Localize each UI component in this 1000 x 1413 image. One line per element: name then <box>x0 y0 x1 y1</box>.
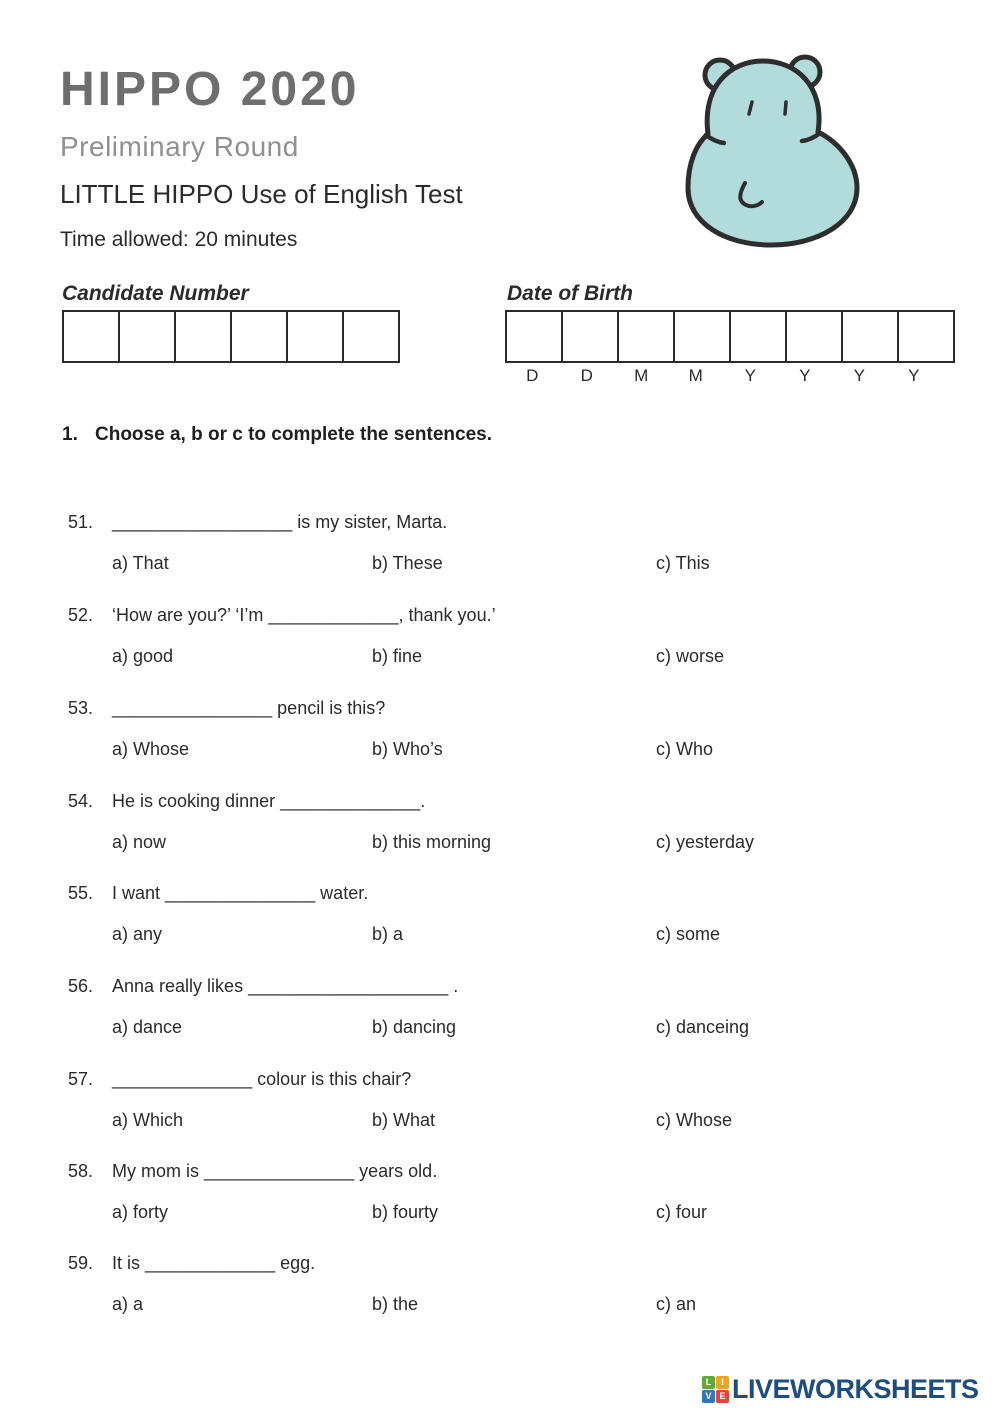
option-a[interactable]: a) Which <box>112 1110 184 1130</box>
question-row-52 <box>0 605 1000 675</box>
option-a[interactable]: a) any <box>112 924 163 944</box>
dob-letter: D <box>580 366 593 385</box>
dob-cell[interactable] <box>561 310 619 363</box>
question-number: 51. <box>68 512 94 532</box>
question-number: 57. <box>68 1069 94 1089</box>
option-c[interactable]: c) Who <box>656 739 714 759</box>
liveworksheets-logo-icon <box>702 1376 729 1403</box>
dob-letter: M <box>634 366 649 385</box>
test-name: LITTLE HIPPO Use of English Test <box>60 179 463 209</box>
dob-letter: M <box>688 366 703 385</box>
option-c[interactable]: c) four <box>656 1202 708 1222</box>
question-row-58 <box>0 1161 1000 1231</box>
option-a[interactable]: a) now <box>112 832 167 852</box>
dob-letter: Y <box>744 366 756 385</box>
dob-letter: Y <box>799 366 811 385</box>
question-text: My mom is _______________ years old. <box>112 1161 438 1181</box>
candidate-cell[interactable] <box>286 310 344 363</box>
question-row-57 <box>0 1069 1000 1139</box>
option-b[interactable]: b) a <box>372 924 404 944</box>
question-number: 58. <box>68 1161 94 1181</box>
section-instruction: Choose a, b or c to complete the sentences. <box>95 424 492 445</box>
question-row-54 <box>0 791 1000 861</box>
question-number: 52. <box>68 605 94 625</box>
question-text: Anna really likes ____________________ . <box>112 976 459 996</box>
logo-tile-i: I <box>716 1376 729 1389</box>
option-a[interactable]: a) forty <box>112 1202 169 1222</box>
dob-letter: Y <box>908 366 920 385</box>
logo-tile-e: E <box>716 1390 729 1403</box>
option-c[interactable]: c) This <box>656 553 710 573</box>
date-of-birth-boxes <box>505 310 955 363</box>
option-a[interactable]: a) That <box>112 553 169 573</box>
candidate-cell[interactable] <box>342 310 400 363</box>
candidate-number-boxes <box>62 310 400 363</box>
dob-cell[interactable] <box>841 310 899 363</box>
option-c[interactable]: c) an <box>656 1294 697 1314</box>
question-text: __________________ is my sister, Marta. <box>112 512 448 532</box>
section-number: 1. <box>62 424 78 445</box>
brand-name: LIVEWORKSHEETS <box>732 1374 979 1404</box>
dob-cell[interactable] <box>673 310 731 363</box>
dob-cell[interactable] <box>729 310 787 363</box>
option-c[interactable]: c) Whose <box>656 1110 733 1130</box>
candidate-number-label: Candidate Number <box>62 282 249 305</box>
question-text: He is cooking dinner ______________. <box>112 791 426 811</box>
dob-cell[interactable] <box>617 310 675 363</box>
logo-tile-v: V <box>702 1390 715 1403</box>
time-allowed: Time allowed: 20 minutes <box>60 228 298 251</box>
dob-cell[interactable] <box>785 310 843 363</box>
question-text: I want _______________ water. <box>112 883 369 903</box>
candidate-cell[interactable] <box>230 310 288 363</box>
option-a[interactable]: a) good <box>112 646 174 666</box>
question-row-55 <box>0 883 1000 953</box>
liveworksheets-footer[interactable] <box>702 1374 979 1405</box>
question-number: 53. <box>68 698 94 718</box>
option-b[interactable]: b) fine <box>372 646 423 666</box>
option-a[interactable]: a) Whose <box>112 739 190 759</box>
dob-cell[interactable] <box>505 310 563 363</box>
candidate-cell[interactable] <box>118 310 176 363</box>
question-text: It is _____________ egg. <box>112 1253 316 1273</box>
dob-letter: D <box>526 366 539 385</box>
question-number: 59. <box>68 1253 94 1273</box>
question-number: 56. <box>68 976 94 996</box>
option-b[interactable]: b) fourty <box>372 1202 439 1222</box>
page-subtitle: Preliminary Round <box>60 131 299 162</box>
logo-tile-l: L <box>702 1376 715 1389</box>
option-b[interactable]: b) What <box>372 1110 436 1130</box>
option-c[interactable]: c) yesterday <box>656 832 755 852</box>
option-c[interactable]: c) some <box>656 924 721 944</box>
option-c[interactable]: c) worse <box>656 646 725 666</box>
option-c[interactable]: c) danceing <box>656 1017 750 1037</box>
option-a[interactable]: a) a <box>112 1294 144 1314</box>
question-row-53 <box>0 698 1000 768</box>
dob-letter: Y <box>853 366 865 385</box>
question-text: ________________ pencil is this? <box>112 698 386 718</box>
question-number: 55. <box>68 883 94 903</box>
option-b[interactable]: b) this morning <box>372 832 492 852</box>
question-number: 54. <box>68 791 94 811</box>
question-text: ______________ colour is this chair? <box>112 1069 412 1089</box>
candidate-cell[interactable] <box>174 310 232 363</box>
question-row-51 <box>0 512 1000 582</box>
date-of-birth-label: Date of Birth <box>507 282 633 305</box>
hippo-mascot-icon <box>668 48 878 248</box>
option-b[interactable]: b) These <box>372 553 443 573</box>
dob-cell[interactable] <box>897 310 955 363</box>
question-row-56 <box>0 976 1000 1046</box>
page-title: HIPPO 2020 <box>60 63 360 116</box>
option-b[interactable]: b) dancing <box>372 1017 457 1037</box>
dob-letter-row <box>505 366 941 386</box>
question-row-59 <box>0 1253 1000 1323</box>
option-a[interactable]: a) dance <box>112 1017 183 1037</box>
question-text: ‘How are you?’ ‘I’m _____________, thank you.’ <box>112 605 496 625</box>
candidate-cell[interactable] <box>62 310 120 363</box>
option-b[interactable]: b) the <box>372 1294 419 1314</box>
option-b[interactable]: b) Who’s <box>372 739 443 759</box>
